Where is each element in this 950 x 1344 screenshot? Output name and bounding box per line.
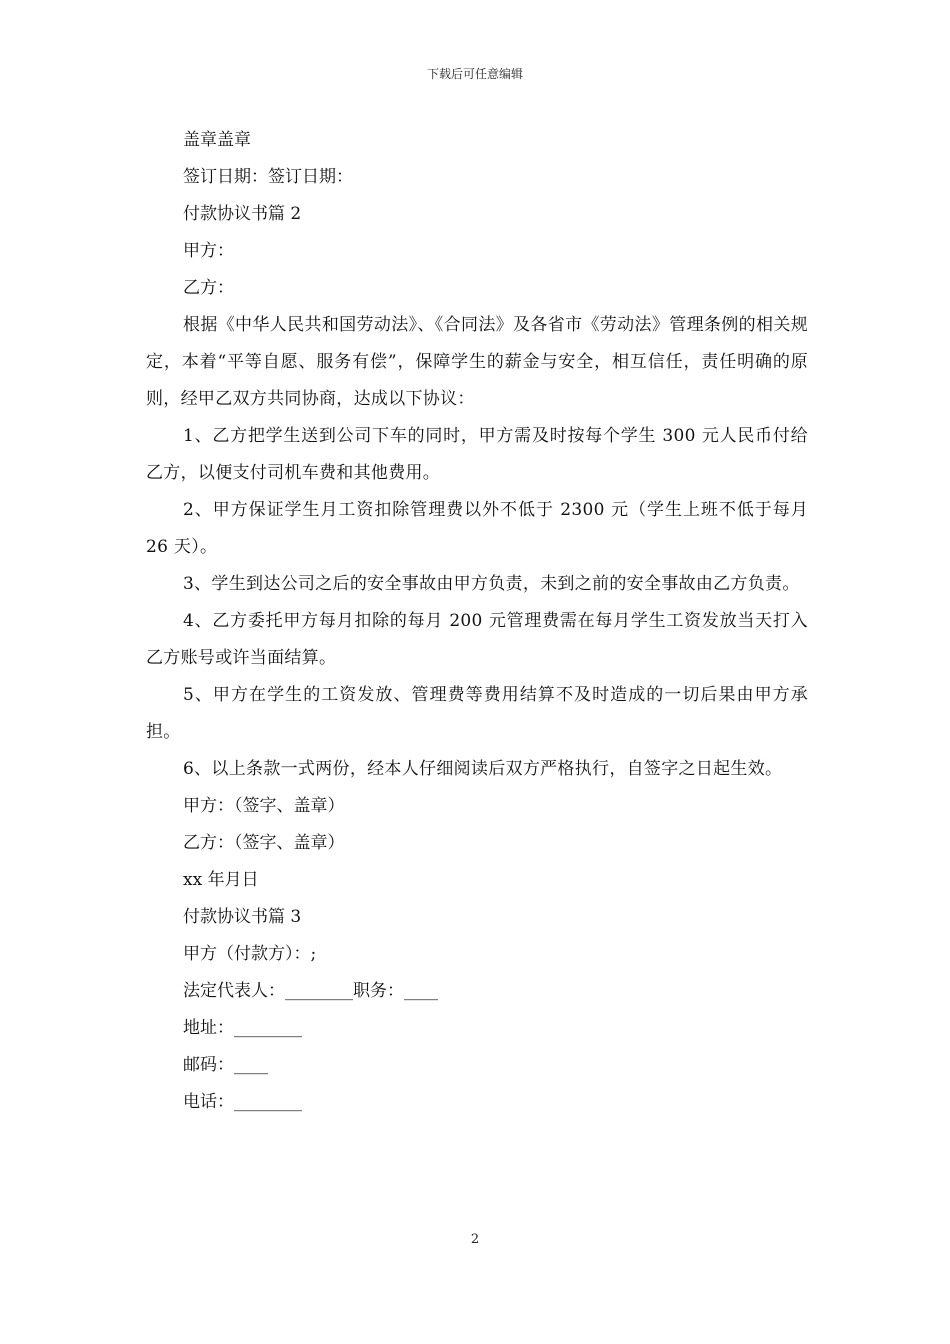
clause-6: 6、以上条款一式两份，经本人仔细阅读后双方严格执行，自签字之日起生效。 (183, 759, 783, 779)
clause-1: 1、乙方把学生送到公司下车的同时，甲方需及时按每个学生 300 元人民币付给乙方，以便支付司机车费和其他费用。 (146, 426, 808, 483)
party-a-line: 甲方： (183, 241, 234, 261)
section-title-3: 付款协议书篇 3 (183, 907, 302, 927)
party-b-line: 乙方： (183, 278, 234, 298)
phone-line: 电话：________ (183, 1092, 302, 1112)
party-b-signature-line: 乙方：（签字、盖章） (183, 833, 345, 853)
clause-2: 2、甲方保证学生月工资扣除管理费以外不低于 2300 元（学生上班不低于每月 26 天）。 (146, 500, 808, 557)
clause-5: 5、甲方在学生的工资发放、管理费等费用结算不及时造成的一切后果由甲方承担。 (146, 685, 808, 742)
sign-date-line: 签订日期：签订日期： (183, 167, 353, 187)
document-body (146, 122, 808, 1121)
party-a-signature-line: 甲方：（签字、盖章） (183, 796, 345, 816)
page-number: 2 (470, 1232, 480, 1247)
page-header: 下载后可任意编辑 (426, 67, 523, 81)
legal-representative-line: 法定代表人：________职务：____ (183, 981, 438, 1001)
address-line: 地址：________ (183, 1018, 302, 1038)
payer-line: 甲方（付款方）：; (183, 944, 317, 964)
date-line: xx 年月日 (183, 870, 259, 890)
postcode-line: 邮码：____ (183, 1055, 268, 1075)
intro-paragraph: 根据《中华人民共和国劳动法》、《合同法》及各省市《劳动法》管理条例的相关规定，本着“平等自愿、服务有偿”，保障学生的薪金与安全，相互信任，责任明确的原则，经甲乙双方共同协商，达成以下协议： (146, 315, 808, 409)
clause-3: 3、学生到达公司之后的安全事故由甲方负责，未到之前的安全事故由乙方负责。 (183, 574, 800, 594)
clause-4: 4、乙方委托甲方每月扣除的每月 200 元管理费需在每月学生工资发放当天打入乙方账号或许当面结算。 (146, 611, 808, 668)
section-title-2: 付款协议书篇 2 (183, 204, 302, 224)
seal-line: 盖章盖章 (183, 130, 251, 150)
